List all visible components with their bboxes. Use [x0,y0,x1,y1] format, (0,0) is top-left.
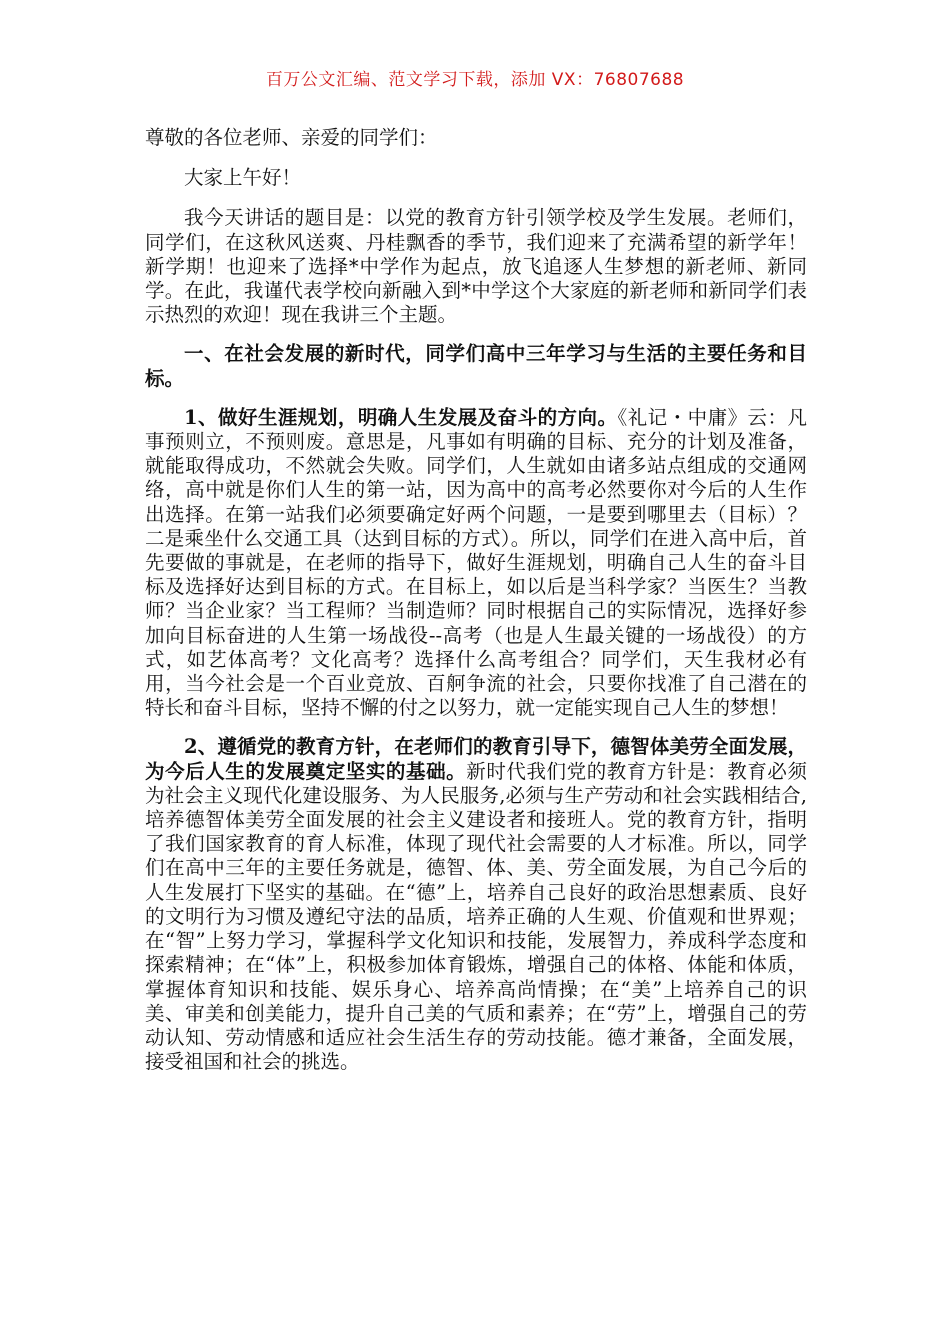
point-2-lead: 2、遵循党的教育方针，在老师们的教育引导下，德智体美劳全面发展，为今后人生的发展奠定坚实的基础。 [145,735,807,783]
document-body [145,126,807,1089]
point-1-paragraph [145,406,807,721]
section-heading-1: 一、在社会发展的新时代，同学们高中三年学习与生活的主要任务和目标。 [145,342,807,390]
header-banner: 百万公文汇编、范文学习下载，添加 VX：76807688 [265,70,685,90]
point-2-paragraph [145,735,807,1074]
salutation: 尊敬的各位老师、亲爱的同学们： [145,126,438,149]
greeting: 大家上午好！ [184,166,302,190]
point-1-lead: 1、做好生涯规划，明确人生发展及奋斗的方向。 [184,405,618,429]
point-1-text: 《礼记・中庸》云：凡事预则立，不预则废。意思是，凡事如有明确的目标、充分的计划及准备，就能取得成功，不然就会失败。同学们，人生就如由诸多站点组成的交通网络，高中就是你们人生的第一站，因为高中的高考必然要你对今后的人生作出选择。在第一站我们必须要确定好两个问题，一是要到哪里去（目标）？二是乘坐什么交通工具（达到目标的方式）。所以，同学们在进入高中后，首先要做的事就是，在老师的指导下，做好生涯规划，明确自己人生的奋斗目标及选择好达到目标的方式。在目标上，如以后是当科学家？当医生？当教师？当企业家？当工程师？当制造师？同时根据自己的实际情况，选择好参加向目标奋进的人生第一场战役--高考（也是人生最关键的一场战役）的方式，如艺体高考？文化高考？选择什么高考组合？同学们，天生我材必有用，当今社会是一个百业竞放、百舸争流的社会，只要你找准了自己潜在的特长和奋斗目标，坚持不懈的付之以努力，就一定能实现自己人生的梦想！ [145,405,807,720]
point-2-text: 新时代我们党的教育方针是：教育必须为社会主义现代化建设服务、为人民服务,必须与生产劳动和社会实践相结合,培养德智体美劳全面发展的社会主义建设者和接班人。党的教育方针，指明了我们国家教育的育人标准，体现了现代社会需要的人才标准。所以，同学们在高中三年的主要任务就是，德智、体、美、劳全面发展，为自己今后的人生发展打下坚实的基础。在“德”上，培养自己良好的政治思想素质、良好的文明行为习惯及遵纪守法的品质，培养正确的人生观、价值观和世界观；在“智”上努力学习，掌握科学文化知识和技能，发展智力，养成科学态度和探索精神；在“体”上，积极参加体育锻炼，增强自己的体格、体能和体质，掌握体育知识和技能、娱乐身心、培养高尚情操；在“美”上培养自己的识美、审美和创美能力，提升自己美的气质和素养；在“劳”上，增强自己的劳动认知、劳动情感和适应社会生活生存的劳动技能。德才兼备，全面发展，接受祖国和社会的挑选。 [145,759,807,1074]
intro-paragraph: 我今天讲话的题目是：以党的教育方针引领学校及学生发展。老师们，同学们，在这秋风送爽、丹桂飘香的季节，我们迎来了充满希望的新学年！新学期！也迎来了选择*中学作为起点，放飞追逐人生梦想的新老师、新同学。在此，我谨代表学校向新融入到*中学这个大家庭的新老师和新同学们表示热烈的欢迎！现在我讲三个主题。 [145,206,807,327]
